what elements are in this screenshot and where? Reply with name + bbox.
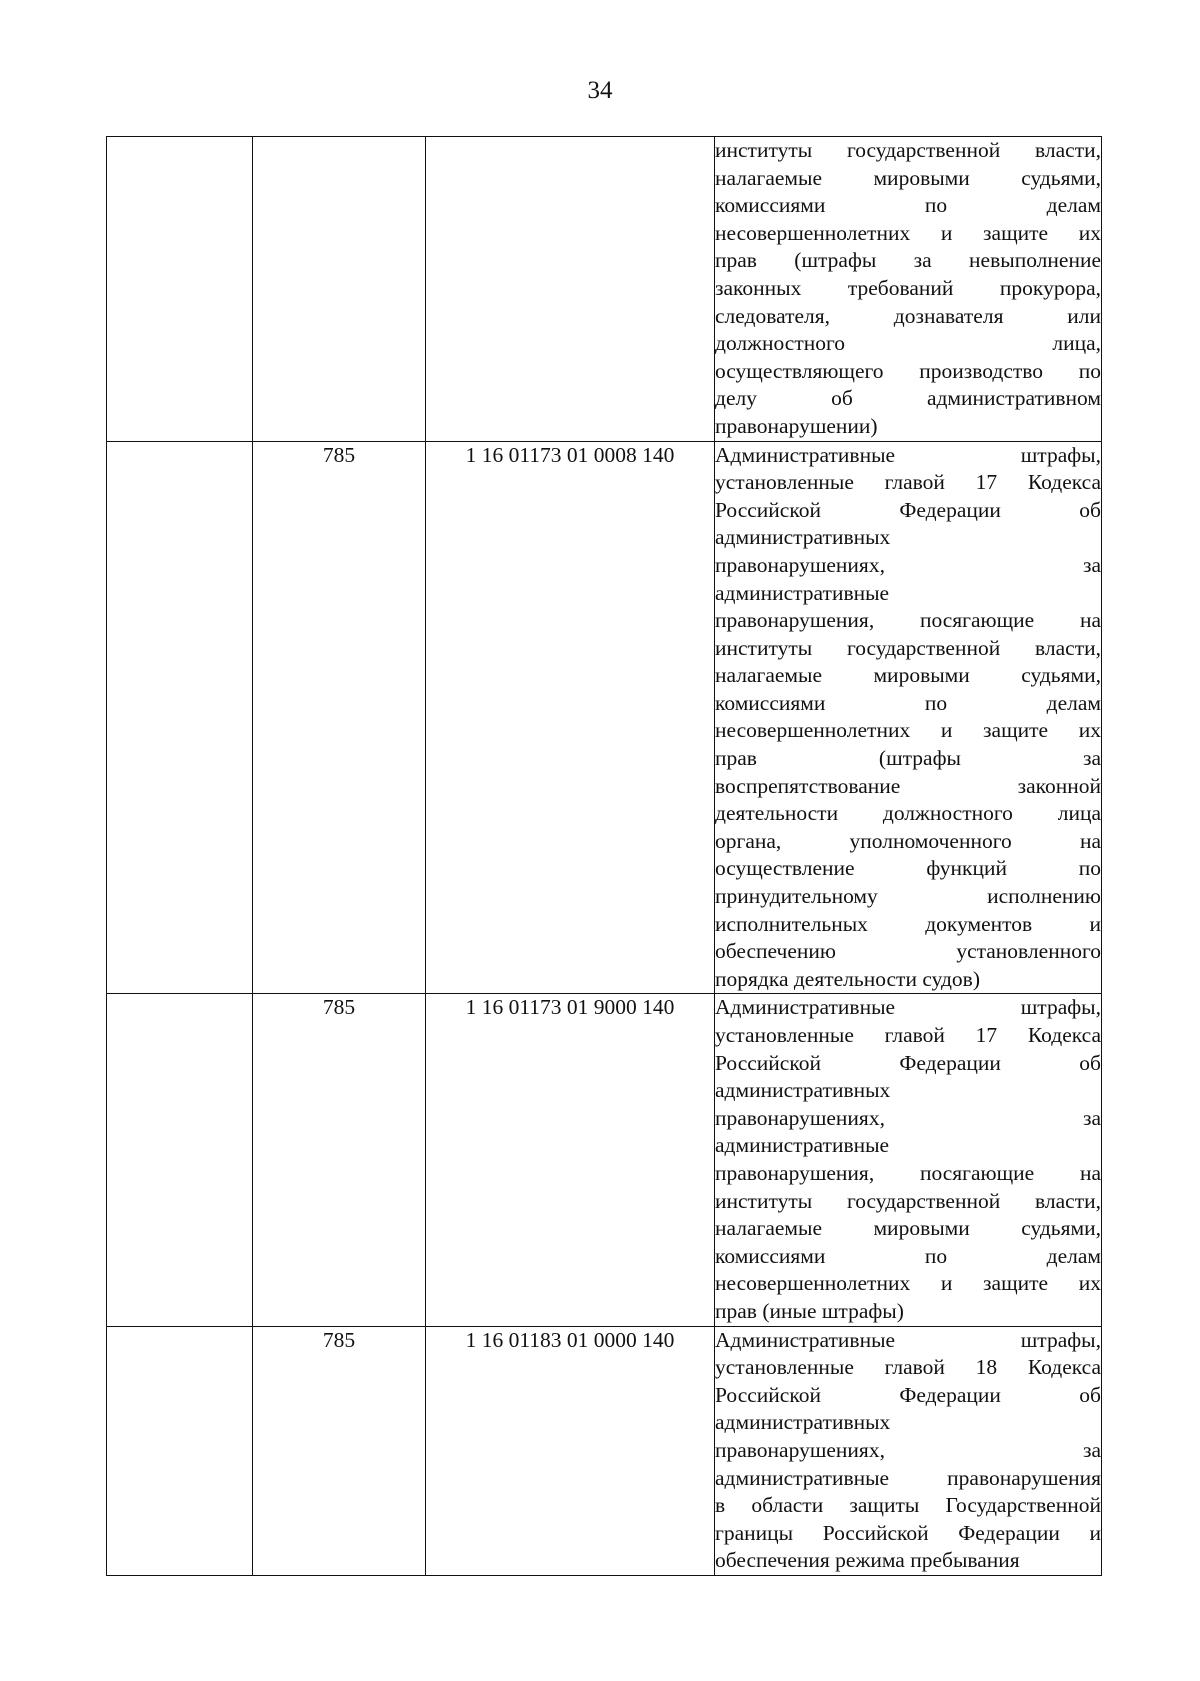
description-line: Российской Федерации об	[715, 1382, 1101, 1407]
description-line: границы Российской Федерации и	[715, 1520, 1101, 1545]
description-line: административных	[715, 1078, 891, 1103]
description-line: несовершеннолетних и защите их	[715, 718, 1101, 743]
description-line: комиссиями по делам	[715, 193, 1101, 218]
description-line: налагаемые мировыми судьями,	[715, 663, 1101, 688]
budget-code-cell: 1 16 01173 01 0008 140	[426, 441, 715, 994]
description-line: правонарушениях, за	[715, 1105, 1101, 1130]
description-line: органа, уполномоченного на	[715, 828, 1101, 853]
table-body	[107, 137, 1102, 1576]
description-line: прав (иные штрафы)	[715, 1298, 904, 1323]
description-line: установленные главой 17 Кодекса	[715, 470, 1101, 495]
description-line: Российской Федерации об	[715, 497, 1101, 522]
description-line: принудительному исполнению	[715, 884, 1101, 909]
description-cell	[715, 1326, 1102, 1575]
description-line: прав (штрафы за	[715, 746, 1101, 771]
description-line: административных	[715, 1410, 891, 1435]
table-row	[107, 441, 1102, 994]
description-line: делу об административном	[715, 386, 1101, 411]
description-line: институты государственной власти,	[715, 635, 1101, 660]
description-line: обеспечения режима пребывания	[715, 1548, 1020, 1573]
description-line: правонарушениях, за	[715, 552, 1101, 577]
description-line: порядка деятельности судов)	[715, 966, 980, 991]
description-line: налагаемые мировыми судьями,	[715, 1216, 1101, 1241]
page-number: 34	[587, 77, 613, 104]
description-line: несовершеннолетних и защите их	[715, 1271, 1101, 1296]
description-line: несовершеннолетних и защите их	[715, 220, 1101, 245]
description-line: налагаемые мировыми судьями,	[715, 165, 1101, 190]
empty-cell	[107, 441, 253, 994]
description-line: установленные главой 17 Кодекса	[715, 1023, 1101, 1047]
admin-code-cell: 785	[253, 1326, 426, 1575]
description-line: обеспечению установленного	[715, 939, 1101, 964]
description-line: правонарушения, посягающие на	[715, 1160, 1101, 1185]
description-line: административные правонарушения	[715, 1465, 1101, 1490]
empty-cell	[107, 994, 253, 1326]
description-line: прав (штрафы за невыполнение	[715, 248, 1101, 273]
description-line: административные	[715, 580, 890, 605]
description-cell	[715, 441, 1102, 994]
admin-code-cell: 785	[253, 441, 426, 994]
description-line: комиссиями по делам	[715, 690, 1101, 715]
description-line: правонарушении)	[715, 413, 878, 438]
description-line: законных требований прокурора,	[715, 275, 1101, 300]
budget-code-cell: 1 16 01173 01 9000 140	[426, 994, 715, 1326]
empty-cell	[107, 1326, 253, 1575]
description-line: Административные штрафы,	[715, 1327, 1101, 1352]
description-line: Административные штрафы,	[715, 995, 1101, 1020]
description-line: Административные штрафы,	[715, 442, 1101, 467]
table-row	[107, 1326, 1102, 1575]
description-line: правонарушениях, за	[715, 1437, 1101, 1462]
description-line: институты государственной власти,	[715, 1188, 1101, 1213]
description-line: административные	[715, 1133, 890, 1158]
description-line: осуществление функций по	[715, 856, 1101, 881]
budget-code-cell	[426, 137, 715, 442]
description-line: административных	[715, 525, 891, 550]
description-line: воспрепятствование законной	[715, 773, 1101, 798]
description-line: комиссиями по делам	[715, 1243, 1101, 1268]
admin-code-cell	[253, 137, 426, 442]
description-line: осуществляющего производство по	[715, 358, 1101, 383]
description-line: институты государственной власти,	[715, 138, 1101, 162]
description-line: правонарушения, посягающие на	[715, 608, 1101, 633]
description-line: установленные главой 18 Кодекса	[715, 1355, 1101, 1380]
budget-codes-table	[106, 136, 1102, 1576]
table-row	[107, 137, 1102, 442]
empty-cell	[107, 137, 253, 442]
description-line: должностного лица,	[715, 331, 1101, 356]
description-line: в области защиты Государственной	[715, 1493, 1101, 1518]
budget-code-cell: 1 16 01183 01 0000 140	[426, 1326, 715, 1575]
description-line: следователя, дознавателя или	[715, 303, 1101, 328]
admin-code-cell: 785	[253, 994, 426, 1326]
description-line: исполнительных документов и	[715, 911, 1101, 936]
description-cell	[715, 994, 1102, 1326]
description-line: деятельности должностного лица	[715, 801, 1101, 826]
description-cell	[715, 137, 1102, 442]
description-line: Российской Федерации об	[715, 1050, 1101, 1075]
table-row	[107, 994, 1102, 1326]
